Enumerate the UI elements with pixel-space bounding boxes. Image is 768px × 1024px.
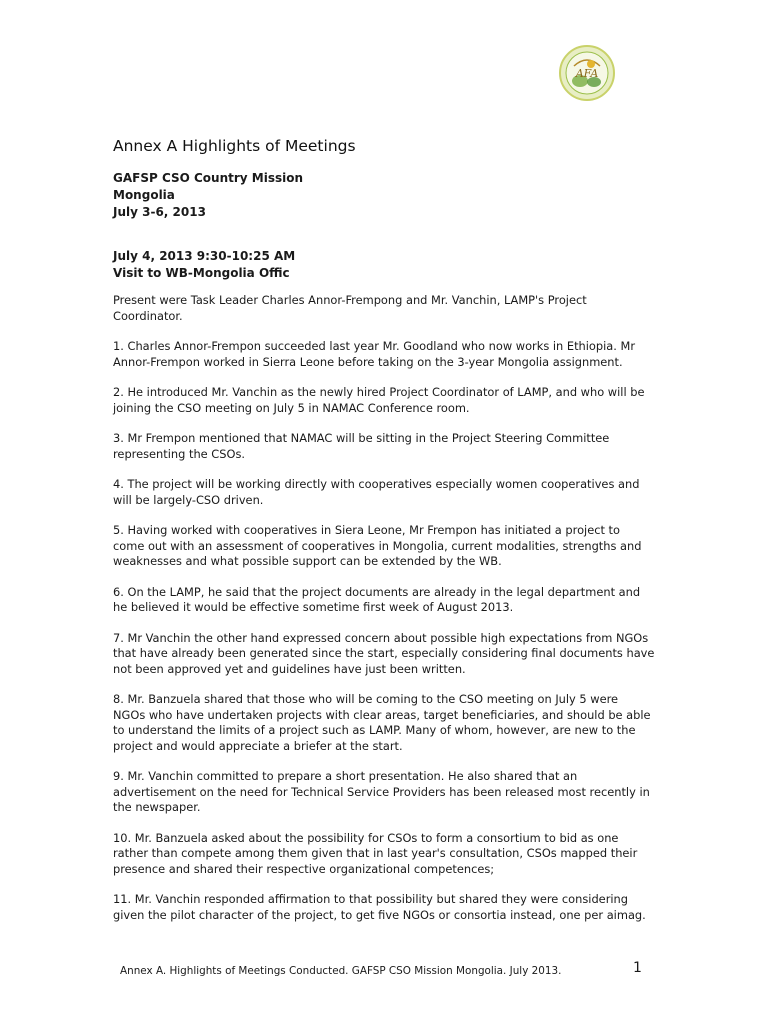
paragraph-line: to understand the limits of a project such as LAMP. Many of whom, however, are new to the xyxy=(113,723,636,737)
paragraph-line: 8. Mr. Banzuela shared that those who will be coming to the CSO meeting on July 5 were xyxy=(113,692,619,706)
note-paragraph xyxy=(113,631,658,678)
paragraph-line: that have already been generated since the start, especially considering final documents have xyxy=(113,646,655,660)
note-paragraph xyxy=(113,431,658,462)
note-paragraph xyxy=(113,769,658,816)
paragraph-line: weaknesses and what possible support can be extended by the WB. xyxy=(113,554,502,568)
paragraph-line: advertisement on the need for Technical Service Providers has been released most recently in xyxy=(113,784,650,799)
note-paragraph xyxy=(113,692,658,754)
note-paragraph xyxy=(113,385,658,416)
paragraph-line: Annor-Frempon worked in Sierra Leone before taking on the 3-year Mongolia assignment. xyxy=(113,354,623,369)
paragraph-line: 9. Mr. Vanchin committed to prepare a short presentation. He also shared that an xyxy=(113,769,578,783)
meeting-notes xyxy=(113,293,658,938)
meeting-place: Visit to WB-Mongolia Offic xyxy=(113,266,290,280)
paragraph-line: will be largely-CSO driven. xyxy=(113,492,264,507)
paragraph-line: project and would appreciate a briefer at the start. xyxy=(113,738,403,753)
mission-block xyxy=(113,170,303,221)
logo-text: AFA xyxy=(575,67,599,80)
paragraph-line: 5. Having worked with cooperatives in Siera Leone, Mr Frempon has initiated a project to xyxy=(113,523,620,537)
note-paragraph xyxy=(113,585,658,616)
paragraph-line: representing the CSOs. xyxy=(113,446,245,461)
mission-dates: July 3-6, 2013 xyxy=(113,205,206,219)
organization-logo xyxy=(558,44,616,102)
note-paragraph xyxy=(113,477,658,508)
paragraph-line: 4. The project will be working directly with cooperatives especially women cooperatives and xyxy=(113,477,640,491)
mission-country: Mongolia xyxy=(113,188,175,202)
paragraph-line: given the pilot character of the project, to get five NGOs or consortia instead, one per aimag. xyxy=(113,907,646,922)
note-paragraph xyxy=(113,293,658,324)
paragraph-line: 10. Mr. Banzuela asked about the possibility for CSOs to form a consortium to bid as one xyxy=(113,830,619,845)
note-paragraph xyxy=(113,339,658,370)
page-number: 1 xyxy=(633,960,642,976)
paragraph-line: 2. He introduced Mr. Vanchin as the newly hired Project Coordinator of LAMP, and who will be xyxy=(113,385,645,399)
paragraph-line: he believed it would be effective sometime first week of August 2013. xyxy=(113,600,514,614)
paragraph-line: joining the CSO meeting on July 5 in NAMAC Conference room. xyxy=(113,400,470,415)
paragraph-line: Present were Task Leader Charles Annor-Frempong and Mr. Vanchin, LAMP's Project xyxy=(113,293,587,307)
paragraph-line: 11. Mr. Vanchin responded affirmation to that possibility but shared they were considering xyxy=(113,892,628,906)
note-paragraph xyxy=(113,523,658,570)
footer-text: Annex A. Highlights of Meetings Conducted. GAFSP CSO Mission Mongolia. July 2013. xyxy=(120,965,562,977)
paragraph-line: NGOs who have undertaken projects with clear areas, target beneficiaries, and should be able xyxy=(113,707,651,722)
paragraph-line: presence and shared their respective organizational competences; xyxy=(113,861,495,876)
mission-name: GAFSP CSO Country Mission xyxy=(113,171,304,185)
note-paragraph xyxy=(113,892,658,923)
paragraph-line: 6. On the LAMP, he said that the project documents are already in the legal department and xyxy=(113,584,641,599)
meeting-time: July 4, 2013 9:30-10:25 AM xyxy=(113,249,296,263)
paragraph-line: rather than compete among them given that in last year's consultation, CSOs mapped their xyxy=(113,846,638,860)
note-paragraph xyxy=(113,831,658,878)
paragraph-line: the newspaper. xyxy=(113,800,201,814)
paragraph-line: 7. Mr Vanchin the other hand expressed concern about possible high expectations from NGOs xyxy=(113,630,649,645)
paragraph-line: come out with an assessment of cooperatives in Mongolia, current modalities, strengths and xyxy=(113,538,642,553)
paragraph-line: 1. Charles Annor-Frempon succeeded last year Mr. Goodland who now works in Ethiopia. Mr xyxy=(113,339,636,353)
paragraph-line: 3. Mr Frempon mentioned that NAMAC will be sitting in the Project Steering Committee xyxy=(113,431,610,445)
paragraph-line: not been approved yet and guidelines have just been written. xyxy=(113,661,466,676)
paragraph-line: Coordinator. xyxy=(113,308,183,323)
document-title: Annex A Highlights of Meetings xyxy=(113,137,356,155)
meeting-heading xyxy=(113,248,295,282)
